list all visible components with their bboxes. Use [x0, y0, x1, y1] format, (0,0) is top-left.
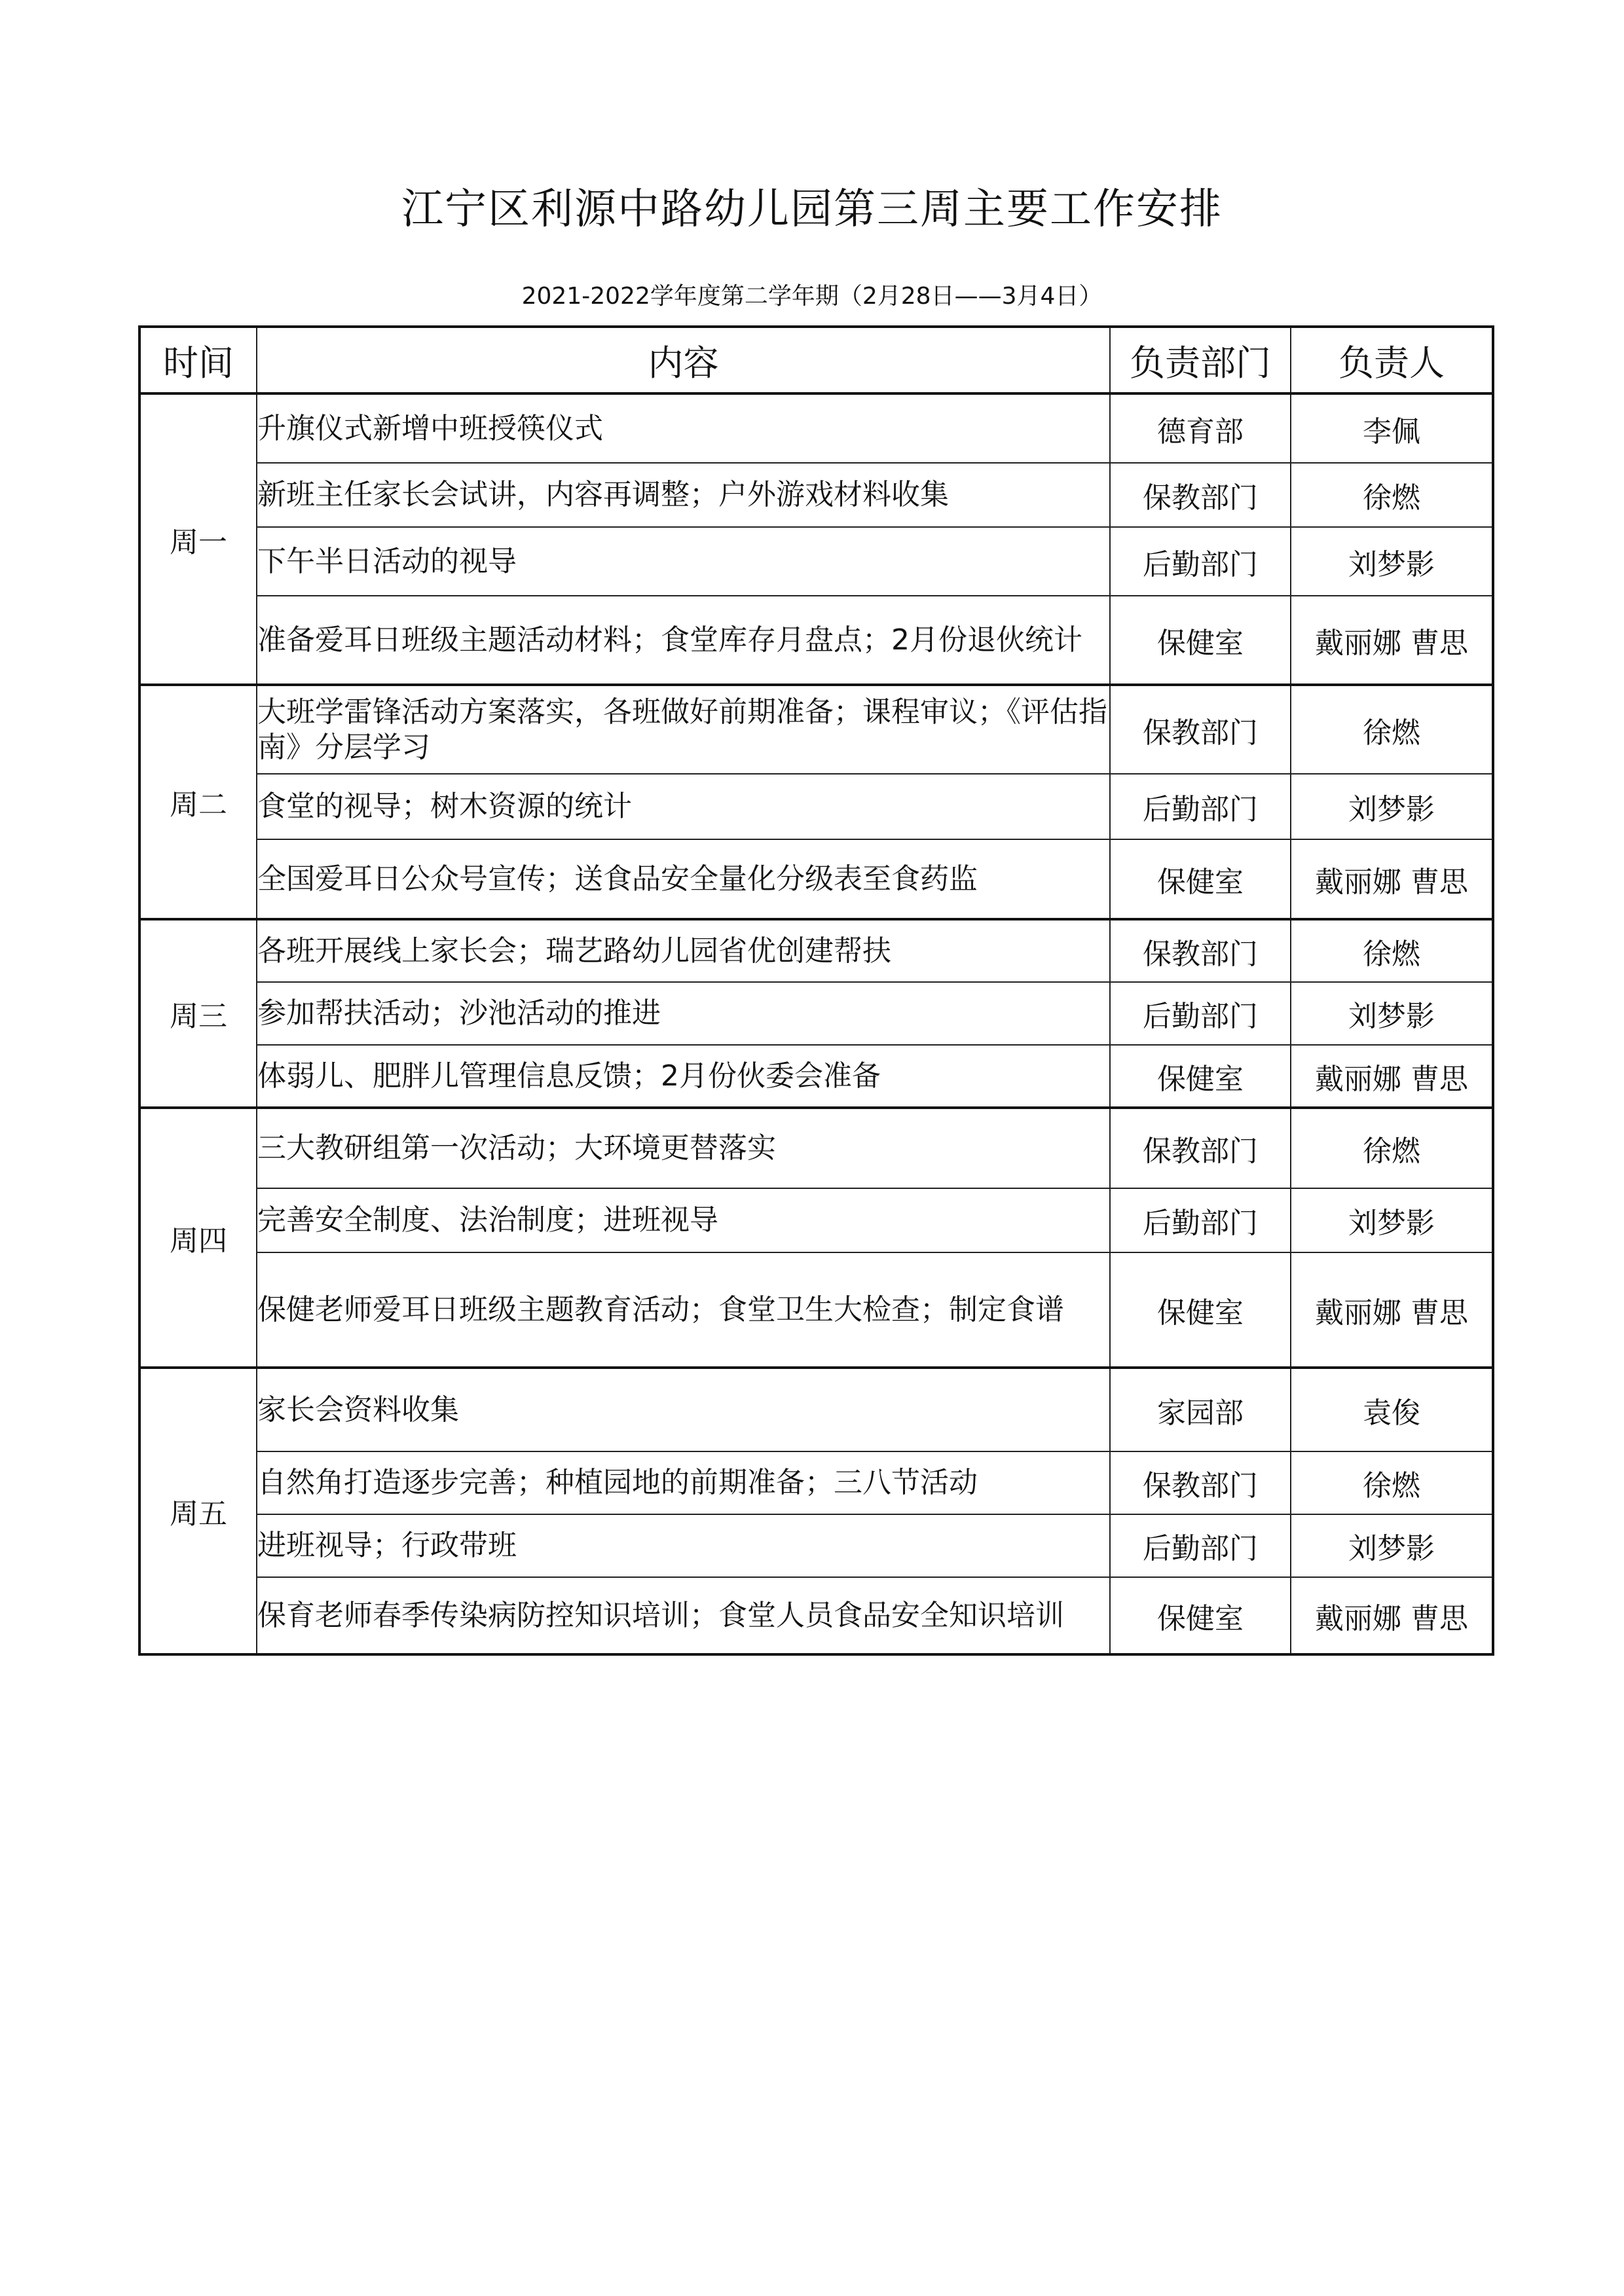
content-cell: 下午半日活动的视导	[257, 527, 1110, 596]
department-cell: 后勤部门	[1110, 1514, 1291, 1577]
page-title: 江宁区利源中路幼儿园第三周主要工作安排	[401, 185, 1223, 234]
header-department: 负责部门	[1110, 327, 1291, 393]
department-cell: 保健室	[1110, 1252, 1291, 1368]
person-cell: 戴丽娜 曹思	[1291, 596, 1493, 685]
content-cell: 保健老师爱耳日班级主题教育活动；食堂卫生大检查；制定食谱	[257, 1252, 1110, 1368]
department-cell: 后勤部门	[1110, 527, 1291, 596]
table-row	[139, 1252, 1493, 1368]
department-cell: 保健室	[1110, 839, 1291, 919]
table-row	[139, 982, 1493, 1045]
person-cell: 徐燃	[1291, 919, 1493, 982]
person-cell: 袁俊	[1291, 1368, 1493, 1451]
table-row	[139, 1045, 1493, 1108]
department-cell: 保教部门	[1110, 685, 1291, 774]
department-cell: 保教部门	[1110, 463, 1291, 527]
person-cell: 戴丽娜 曹思	[1291, 1252, 1493, 1368]
table-row	[139, 1188, 1493, 1252]
person-cell: 刘梦影	[1291, 982, 1493, 1045]
content-cell: 参加帮扶活动；沙池活动的推进	[257, 982, 1110, 1045]
person-cell: 徐燃	[1291, 463, 1493, 527]
table-row	[139, 1514, 1493, 1577]
person-cell: 李佩	[1291, 393, 1493, 463]
person-cell: 戴丽娜 曹思	[1291, 1045, 1493, 1108]
content-cell: 全国爱耳日公众号宣传；送食品安全量化分级表至食药监	[257, 839, 1110, 919]
person-cell: 戴丽娜 曹思	[1291, 1577, 1493, 1654]
person-cell: 戴丽娜 曹思	[1291, 839, 1493, 919]
table-row	[139, 919, 1493, 982]
person-cell: 刘梦影	[1291, 527, 1493, 596]
table-row	[139, 596, 1493, 685]
content-cell: 食堂的视导；树木资源的统计	[257, 774, 1110, 839]
table-row	[139, 1577, 1493, 1654]
content-cell: 进班视导；行政带班	[257, 1514, 1110, 1577]
department-cell: 保健室	[1110, 596, 1291, 685]
person-cell: 刘梦影	[1291, 1188, 1493, 1252]
day-label: 周四	[139, 1108, 257, 1368]
header-row	[139, 327, 1493, 393]
page-subtitle: 2021-2022学年度第二学年期（2月28日——3月4日）	[521, 283, 1103, 310]
department-cell: 保教部门	[1110, 1451, 1291, 1514]
person-cell: 刘梦影	[1291, 1514, 1493, 1577]
content-cell: 各班开展线上家长会；瑞艺路幼儿园省优创建帮扶	[257, 919, 1110, 982]
table-row	[139, 774, 1493, 839]
day-label: 周五	[139, 1368, 257, 1654]
table-row	[139, 1108, 1493, 1188]
header-person: 负责人	[1291, 327, 1493, 393]
day-label: 周二	[139, 685, 257, 919]
content-cell: 家长会资料收集	[257, 1368, 1110, 1451]
content-cell: 升旗仪式新增中班授筷仪式	[257, 393, 1110, 463]
schedule-table	[138, 325, 1494, 1656]
department-cell: 后勤部门	[1110, 982, 1291, 1045]
table-row	[139, 685, 1493, 774]
table-row	[139, 527, 1493, 596]
department-cell: 保健室	[1110, 1045, 1291, 1108]
content-cell: 三大教研组第一次活动；大环境更替落实	[257, 1108, 1110, 1188]
table-row	[139, 393, 1493, 463]
table-row	[139, 839, 1493, 919]
table-row	[139, 1368, 1493, 1451]
person-cell: 徐燃	[1291, 1451, 1493, 1514]
table-row	[139, 1451, 1493, 1514]
department-cell: 保教部门	[1110, 1108, 1291, 1188]
department-cell: 后勤部门	[1110, 1188, 1291, 1252]
person-cell: 刘梦影	[1291, 774, 1493, 839]
department-cell: 保教部门	[1110, 919, 1291, 982]
content-cell: 体弱儿、肥胖儿管理信息反馈；2月份伙委会准备	[257, 1045, 1110, 1108]
content-cell: 准备爱耳日班级主题活动材料；食堂库存月盘点；2月份退伙统计	[257, 596, 1110, 685]
header-content: 内容	[257, 327, 1110, 393]
department-cell: 保健室	[1110, 1577, 1291, 1654]
department-cell: 后勤部门	[1110, 774, 1291, 839]
content-cell: 完善安全制度、法治制度；进班视导	[257, 1188, 1110, 1252]
day-label: 周三	[139, 919, 257, 1108]
day-label: 周一	[139, 393, 257, 685]
content-cell: 大班学雷锋活动方案落实，各班做好前期准备；课程审议；《评估指南》分层学习	[257, 685, 1110, 774]
department-cell: 德育部	[1110, 393, 1291, 463]
content-cell: 新班主任家长会试讲，内容再调整；户外游戏材料收集	[257, 463, 1110, 527]
person-cell: 徐燃	[1291, 1108, 1493, 1188]
person-cell: 徐燃	[1291, 685, 1493, 774]
table-row	[139, 463, 1493, 527]
header-time: 时间	[139, 327, 257, 393]
content-cell: 自然角打造逐步完善；种植园地的前期准备；三八节活动	[257, 1451, 1110, 1514]
department-cell: 家园部	[1110, 1368, 1291, 1451]
content-cell: 保育老师春季传染病防控知识培训；食堂人员食品安全知识培训	[257, 1577, 1110, 1654]
